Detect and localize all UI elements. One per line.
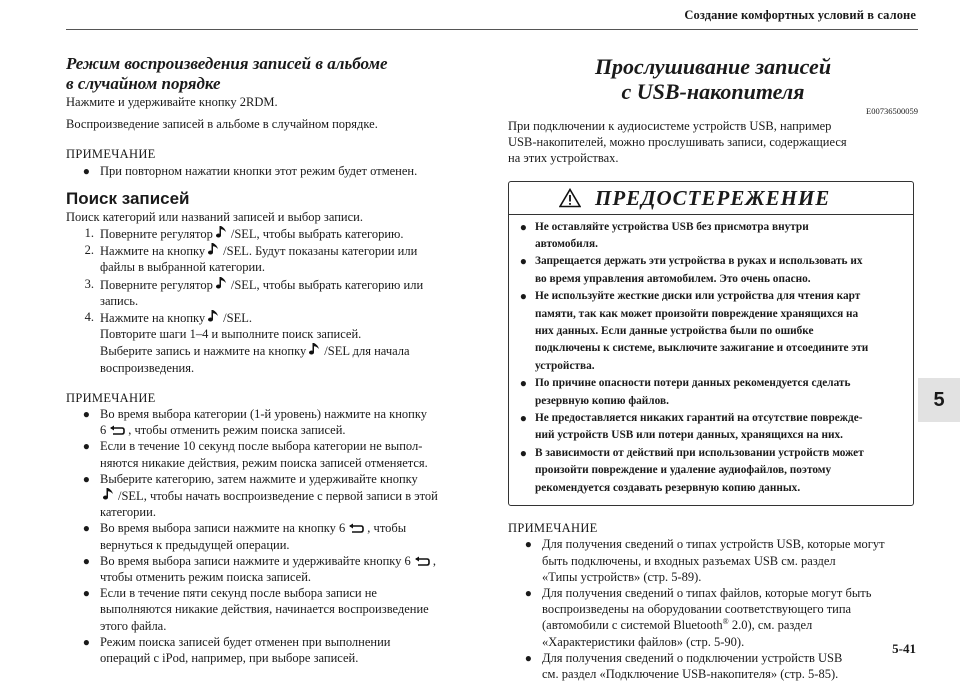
bullet-icon: ● xyxy=(82,521,90,536)
note-item: ● Для получения сведений о типах файлов, которые могут быть воспроизведены на оборудовании соответствующего типа (автомобили с системой Bluetooth® 2.0), см. раздел «Характеристики файлов» (стр. 5-90). xyxy=(508,585,918,650)
bullet-icon: ● xyxy=(82,634,90,649)
music-note-icon xyxy=(208,309,220,324)
search-title: Поиск записей xyxy=(66,188,190,208)
step-2: 2. Нажмите на кнопку /SEL. Будут показаны категории или файлы в выбранной категории. xyxy=(84,243,418,275)
bullet-icon: ● xyxy=(524,537,532,552)
bullet-icon: ● xyxy=(82,439,90,454)
music-note-icon xyxy=(309,342,321,357)
warning-item: ● Запрещается держать эти устройства в руках и использовать их во время управления автомобилем. Это очень опасно. xyxy=(519,253,905,288)
warning-item: ● Не оставляйте устройства USB без присмотра внутри автомобиля. xyxy=(519,219,905,254)
warning-triangle-icon xyxy=(559,188,581,208)
warning-box xyxy=(508,181,914,507)
note-title: ПРИМЕЧАНИЕ xyxy=(508,521,598,536)
note-item: ● Во время выбора записи нажмите и удерживайте кнопку 6 , чтобы отменить режим поиска записей. xyxy=(66,553,466,585)
document-code: E00736500059 xyxy=(866,106,918,116)
left-column xyxy=(66,54,466,666)
note-item: ● Для получения сведений о типах устройств USB, которые могут быть подключены, и входных разъемах USB см. раздел «Типы устройств» (стр. 5-89). xyxy=(508,536,918,585)
warning-item: ● Не используйте жесткие диски или устройства для чтения карт памяти, так как может произойти повреждение хранящихся на них данных. Если данные устройства были по ошибке подключены к системе, выключите зажигание и отсоедините эти устройства. xyxy=(519,288,905,375)
bullet-icon: ● xyxy=(519,376,527,391)
chapter-tab: 5 xyxy=(918,378,960,422)
random-play-title: Режим воспроизведения записей в альбоме в случайном порядке xyxy=(66,54,388,93)
random-description: Воспроизведение записей в альбоме в случайном порядке. xyxy=(66,117,378,132)
bullet-icon: ● xyxy=(524,585,532,600)
music-note-icon xyxy=(216,276,228,291)
header-rule xyxy=(66,29,918,30)
note-item: ● Во время выбора записи нажмите на кнопку 6 , чтобы вернуться к предыдущей операции. xyxy=(66,520,466,552)
note-item: ● Если в течение пяти секунд после выбора записи не выполняются никакие действия, начинается воспроизведение этого файла. xyxy=(66,585,466,634)
step-1: 1. Поверните регулятор /SEL, чтобы выбрать категорию. xyxy=(84,226,404,242)
page-number: 5-41 xyxy=(892,641,916,656)
bullet-icon: ● xyxy=(524,650,532,665)
search-intro: Поиск категорий или названий записей и выбор записи. xyxy=(66,209,363,224)
bullet-icon: ● xyxy=(519,289,527,304)
note-item: ● Если в течение 10 секунд после выбора категории не выпол- няются никакие действия, режим поиска записей отменяется. xyxy=(66,438,466,470)
note-item: ● При повторном нажатии кнопки этот режим будет отменен. xyxy=(66,163,466,179)
bullet-icon: ● xyxy=(82,471,90,486)
music-note-icon xyxy=(208,242,220,257)
return-arrow-icon xyxy=(348,523,364,534)
warning-item: ● По причине опасности потери данных рекомендуется сделать резервную копию файлов. xyxy=(519,375,905,410)
note-item: ● Во время выбора категории (1-й уровень) нажмите на кнопку 6 , чтобы отменить режим поиска записей. xyxy=(66,406,466,438)
usb-intro: При подключении к аудиосистеме устройств USB, например USB-накопителей, можно прослушивать записи, содержащиеся на этих устройствах. xyxy=(508,119,847,166)
note-item: ● Выберите категорию, затем нажмите и удерживайте кнопку /SEL, чтобы начать воспроизведение с первой записи в этой категории. xyxy=(66,471,466,521)
step-4: 4. Нажмите на кнопку /SEL. Повторите шаги 1–4 и выполните поиск записей. Выберите запись и нажмите на кнопку /SEL для начала воспроизведения. xyxy=(84,310,410,375)
bullet-icon: ● xyxy=(519,219,527,234)
note-item: ● Для получения сведений о подключении устройств USB см. раздел «Подключение USB-накопителя» (стр. 5-85). xyxy=(508,650,918,682)
bullet-icon: ● xyxy=(82,586,90,601)
note-title: ПРИМЕЧАНИЕ xyxy=(66,147,156,162)
note-title: ПРИМЕЧАНИЕ xyxy=(66,390,156,405)
running-header: Создание комфортных условий в салоне xyxy=(684,8,916,22)
return-arrow-icon xyxy=(414,556,430,567)
bullet-icon: ● xyxy=(519,254,527,269)
step-3: 3. Поверните регулятор /SEL, чтобы выбрать категорию или запись. xyxy=(84,276,424,308)
warning-item: ● Не предоставляется никаких гарантий на отсутствие повреждe- ний устройств USB или потери данных, хранящихся на них. xyxy=(519,410,905,445)
bullet-icon: ● xyxy=(519,411,527,426)
warning-item: ● В зависимости от действий при использовании устройств может произойти повреждение и удаление аудиофайлов, поэтому рекомендуется создавать резервную копию данных. xyxy=(519,445,905,497)
bullet-icon: ● xyxy=(82,553,90,568)
music-note-icon xyxy=(103,487,115,502)
warning-header xyxy=(519,186,905,210)
bullet-icon: ● xyxy=(82,163,90,178)
music-note-icon xyxy=(216,225,228,240)
return-arrow-icon xyxy=(109,425,125,436)
random-step: Нажмите и удерживайте кнопку 2RDM. xyxy=(66,95,278,109)
right-column xyxy=(508,54,918,682)
usb-title: Прослушивание записей с USB-накопителя xyxy=(594,54,832,104)
bullet-icon: ● xyxy=(82,407,90,422)
warning-title: ПРЕДОСТЕРЕЖЕНИЕ xyxy=(595,185,831,210)
note-item: ● Режим поиска записей будет отменен при выполнении операций с iPod, например, при выборе записей. xyxy=(66,634,466,666)
bullet-icon: ● xyxy=(519,445,527,460)
